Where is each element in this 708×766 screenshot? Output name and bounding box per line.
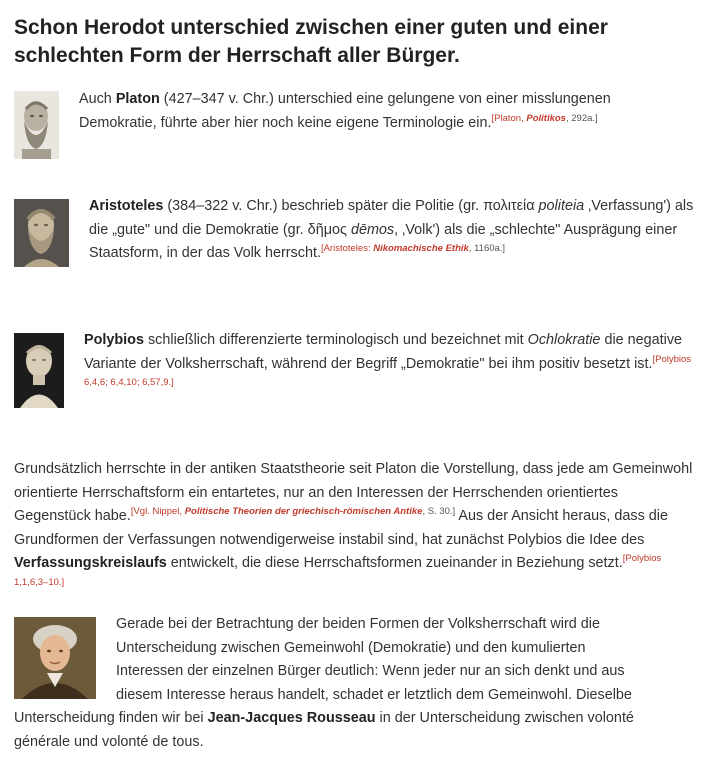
- polybios-citation[interactable]: [Polybios 6,4,6; 6,4,10; 6,57,9.]: [84, 353, 692, 388]
- rousseau-paragraph: Gerade bei der Betrachtung der beiden Formen der Volksherrschaft wird die Unterscheidung zwischen Gemeinwohl (Demokratie) und den kumulierten Interessen der einzelnen Bürger deutlich: Wenn jeder nur an sich denkt und aus diesem Interesse heraus handelt, schadet er letztlich dem Gemeinwohl. Dieselbe Unterscheidung finden wir bei Jean-Jacques Rousseau in der Unterscheidung zwischen volonté générale und volonté de tous.: [14, 613, 654, 754]
- polybios-portrait: [14, 333, 64, 408]
- platon-prefix: Auch: [79, 91, 116, 107]
- aristoteles-portrait: [14, 199, 69, 267]
- aristoteles-name: Aristoteles: [89, 198, 164, 214]
- rousseau-name: Jean-Jacques Rousseau: [207, 710, 376, 726]
- polybios-paragraph: Polybios schließlich differenzierte terminologisch und bezeichnet mit Ochlokratie die negative Variante der Volksherrschaft, während der Begriff „Demokratie" bei ihm positiv besetzt ist.[Polybios 6,4,6; 6,4,10; 6,57,9.]: [84, 332, 692, 388]
- verfassungskreislauf-term: Verfassungskreislaufs: [14, 555, 167, 571]
- platon-bust-image: [14, 91, 59, 159]
- platon-portrait: [14, 91, 59, 159]
- page-heading: Schon Herodot unterschied zwischen einer guten und einer schlechten Form der Herrschaft aller Bürger.: [14, 16, 608, 67]
- aristoteles-paragraph: Aristoteles (384–322 v. Chr.) beschrieb später die Politie (gr. πολιτεία politeia ‚Verfassung') als die „gute" und die Demokratie (gr. δῆμος dēmos, ‚Volk') als die „schlechte" Ausprägung einer Staatsform, in der das Volk herrscht.[Aristoteles: Nikomachische Ethik, 1160a.]: [89, 198, 694, 261]
- polybios-name: Polybios: [84, 332, 144, 348]
- portrait-float-spacer: [14, 613, 116, 707]
- aristoteles-citation[interactable]: [Aristoteles: Nikomachische Ethik, 1160a.]: [320, 243, 506, 254]
- platon-paragraph: [79, 88, 689, 135]
- polybios-bust-image: [14, 333, 64, 408]
- aristoteles-bust-image: [14, 199, 69, 267]
- platon-text: (427–347 v. Chr.) unterschied eine gelungene von einer misslungenen Demokratie, führte aber hier noch keine eigene Terminologie ein.: [79, 91, 611, 131]
- polybios-citation-2[interactable]: [Polybios 1,1,6,3–10.]: [14, 553, 662, 588]
- platon-name: Platon: [115, 91, 160, 107]
- nippel-citation[interactable]: [Vgl. Nippel, Politische Theorien der griechisch-römischen Antike, S. 30.]: [130, 506, 456, 517]
- staatstheorie-paragraph: Grundsätzlich herrschte in der antiken Staatstheorie seit Platon die Vorstellung, dass jede am Gemeinwohl orientierte Herrschaftsform ein entartetes, nur an den Interessen der Herrschenden orientiertes Gegenstück habe.[Vgl. Nippel, Politische Theorien der griechisch-römischen Antike, S. 30.] Aus der Ansicht heraus, dass die Grundformen der Verfassungen notwendigerweise instabil sind, hat zunächst Polybios die Idee des Verfassungskreislaufs entwickelt, die diese Herrschaftsformen zueinander in Beziehung setzt.[Polybios 1,1,6,3–10.]: [14, 461, 693, 588]
- platon-citation[interactable]: [Platon, Politikos, 292a.]: [491, 112, 598, 124]
